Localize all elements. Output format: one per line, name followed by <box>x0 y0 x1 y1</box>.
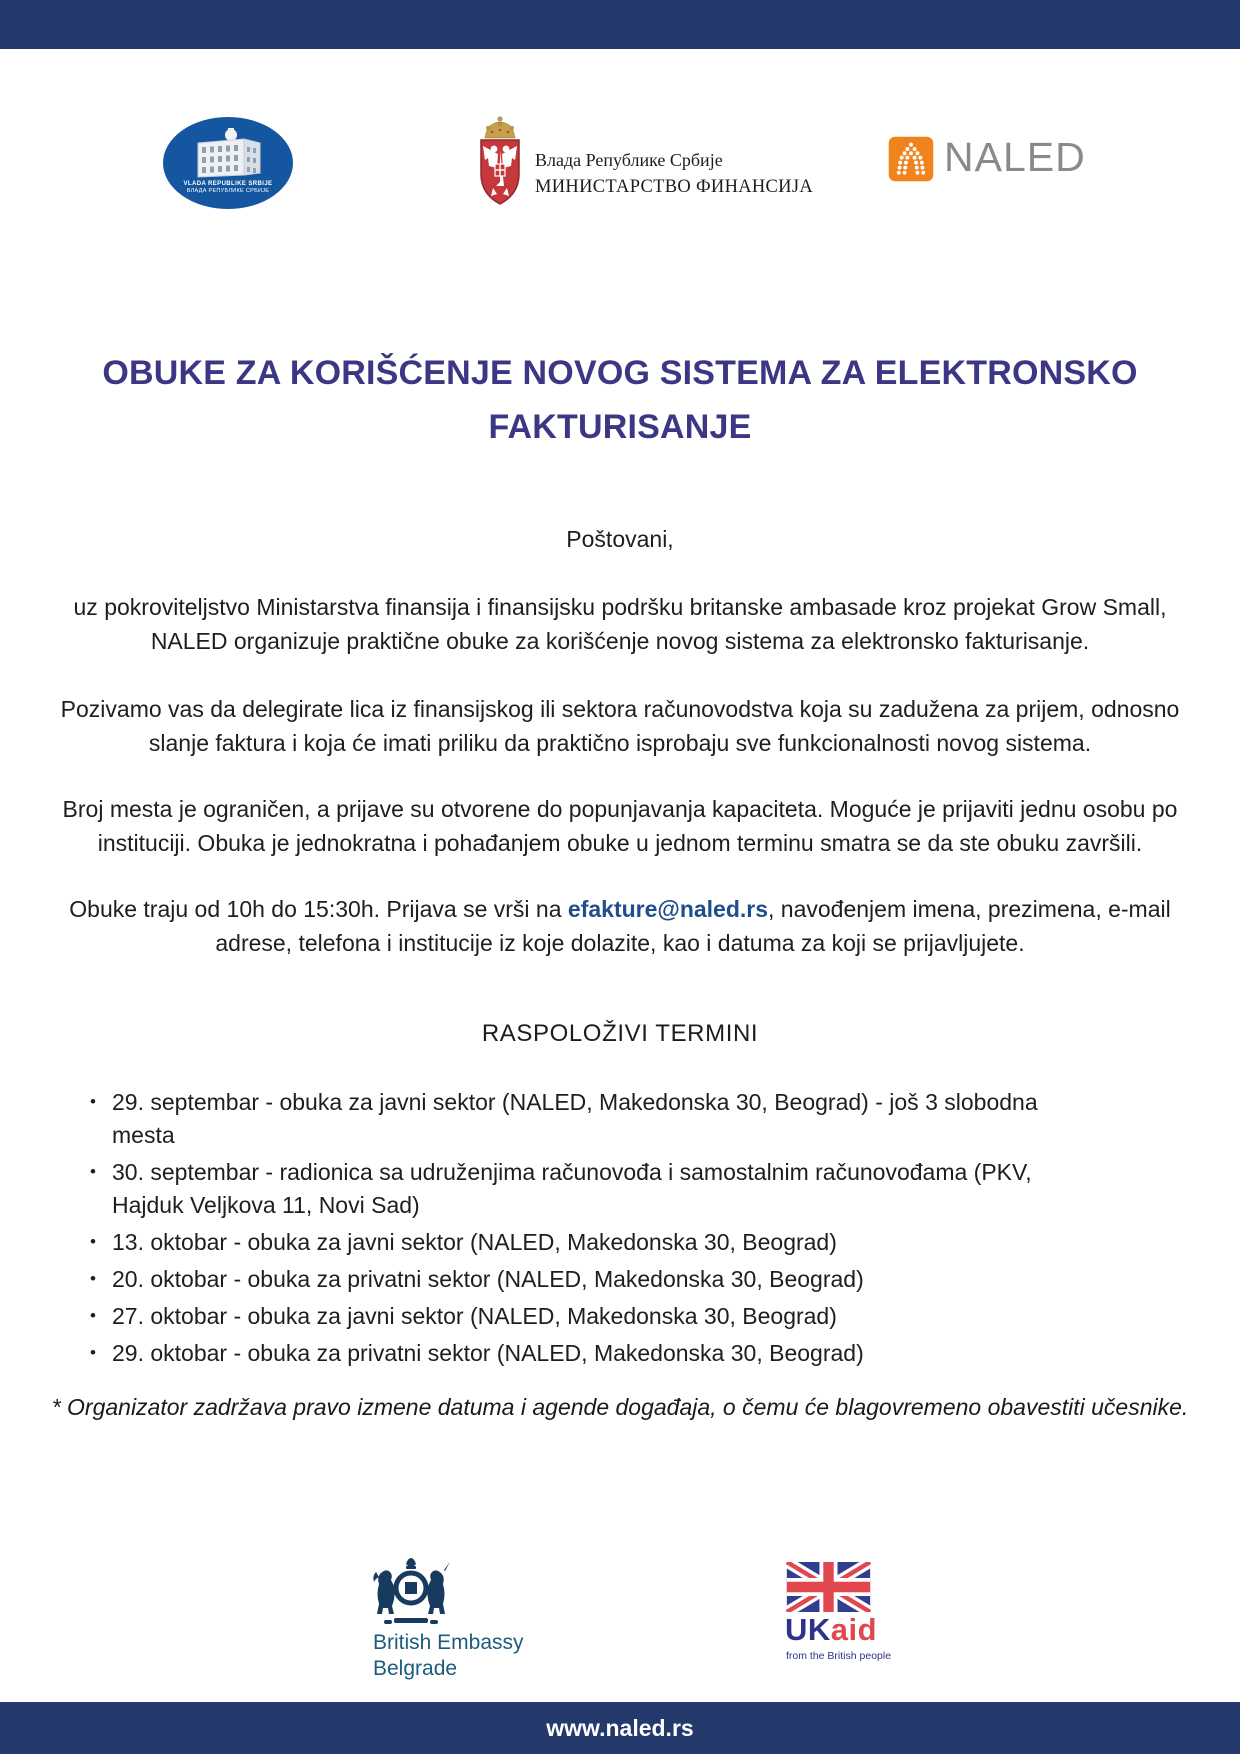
registration-text-prefix: Obuke traju od 10h do 15:30h. Prijava se vrši na <box>69 896 568 922</box>
gov-logo-caption-1: VLADA REPUBLIKE SRBIJE <box>183 181 273 187</box>
ministry-of-finance-wordmark <box>535 150 813 198</box>
registration-text-suffix: , navođenjem imena, prezimena, e-mail adrese, telefona i institucije iz koje dolazite, kao i datuma za koji se prijavljujete. <box>215 896 1171 956</box>
salutation: Poštovani, <box>566 526 674 552</box>
schedule-heading: RASPOLOŽIVI TERMINI <box>481 1020 759 1047</box>
naled-icon <box>888 136 934 182</box>
schedule-item: • 20. oktobar - obuka za privatni sektor (NALED, Makedonska 30, Beograd) <box>88 1263 1100 1296</box>
schedule-item: • 30. septembar - radionica sa udruženjima računovođa i samostalnim računovođama (PKV, Hajduk Veljkova 11, Novi Sad) <box>88 1156 1100 1222</box>
serbia-coat-of-arms-icon <box>475 116 525 210</box>
embassy-line-2: Belgrade <box>373 1657 458 1680</box>
gov-logo-caption-2: ВЛАДА РЕПУБЛИКЕ СРБИЈЕ <box>186 188 270 194</box>
ukaid-uk: UK <box>785 1612 831 1647</box>
paragraph-capacity: Broj mesta je ograničen, a prijave su otvorene do popunjavanja kapaciteta. Moguće je prijaviti jednu osobu po instituciji. Obuka je jednokratna i pohađanjem obuke u jednom terminu smatra se da ste obuku završili. <box>62 796 1178 856</box>
ministry-line-1: Влада Републике Србије <box>535 150 723 170</box>
schedule-item: • 29. septembar - obuka za javni sektor (NALED, Makedonska 30, Beograd) - još 3 slobodna mesta <box>88 1086 1100 1152</box>
government-of-serbia-logo <box>163 117 293 209</box>
email-link[interactable]: efakture@naled.rs <box>567 896 769 922</box>
schedule-list <box>88 1086 1100 1374</box>
paragraph-sponsorship: uz pokroviteljstvo Ministarstva finansija i finansijsku podršku britanske ambasade kroz projekat Grow Small, NALED organizuje praktične obuke za korišćenje novog sistema za elektronsko fakturisanje. <box>73 594 1167 654</box>
schedule-item: • 29. oktobar - obuka za privatni sektor (NALED, Makedonska 30, Beograd) <box>88 1337 1100 1370</box>
ukaid-tagline: from the British people <box>786 1650 892 1662</box>
paragraph-registration <box>40 892 1200 960</box>
disclaimer-footnote: * Organizator zadržava pravo izmene datuma i agende događaja, o čemu će blagovremeno obavestiti učesnike. <box>51 1394 1189 1420</box>
footer-bar <box>0 1702 1240 1754</box>
embassy-line-1: British Embassy <box>373 1631 524 1654</box>
ukaid-aid: aid <box>830 1612 878 1647</box>
page-title: OBUKE ZA KORIŠĆENJE NOVOG SISTEMA ZA ELEKTRONSKO FAKTURISANJE <box>102 354 1138 446</box>
schedule-item: • 13. oktobar - obuka za javni sektor (NALED, Makedonska 30, Beograd) <box>88 1226 1100 1259</box>
ministry-line-2: МИНИСТАРСТВО ФИНАНСИЈА <box>535 177 814 197</box>
website-link[interactable]: www.naled.rs <box>546 1714 694 1741</box>
royal-crest-icon <box>370 1556 452 1628</box>
paragraph-invitation: Pozivamo vas da delegirate lica iz finansijskog ili sektora računovodstva koja su zadužena za prijem, odnosno slanje faktura i koja će imati priliku da praktično isprobaju sve funkcionalnosti novog sistema. <box>60 696 1180 756</box>
government-building-icon <box>186 127 270 179</box>
top-accent-bar <box>0 0 1240 49</box>
british-embassy-wordmark <box>373 1630 524 1682</box>
union-jack-icon <box>786 1562 871 1612</box>
ukaid-wordmark <box>785 1612 877 1648</box>
naled-wordmark: NALED <box>944 134 1086 180</box>
schedule-item: • 27. oktobar - obuka za javni sektor (NALED, Makedonska 30, Beograd) <box>88 1300 1100 1333</box>
